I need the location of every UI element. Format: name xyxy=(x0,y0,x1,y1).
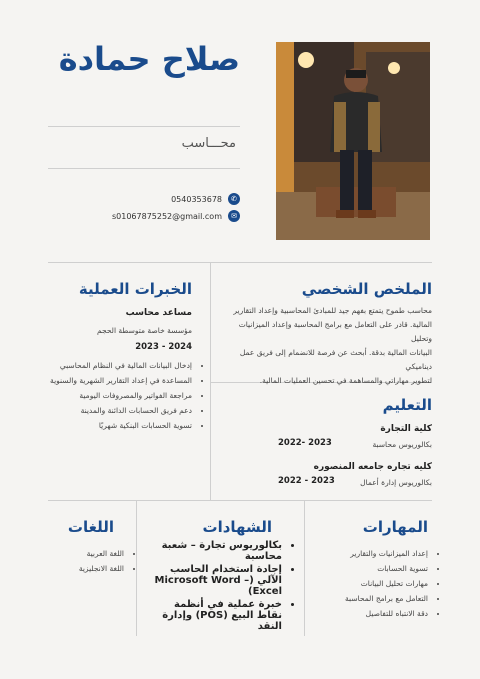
grid-line-col1 xyxy=(136,500,137,636)
candidate-name: صلاح حمادة xyxy=(58,40,240,78)
summary-line: محاسب طموح يتمتع بفهم جيد للمبادئ المحاسبية وإعداد التقارير xyxy=(233,306,432,315)
experience-heading: الخبرات العملية xyxy=(78,280,192,298)
education-entry xyxy=(230,438,432,452)
list-item: • إدخال البيانات المالية في النظام المحاسبي xyxy=(50,358,192,373)
grid-line-bottom xyxy=(48,500,432,501)
certificates-list xyxy=(146,540,294,632)
list-item: • مهارات تحليل البيانات xyxy=(316,576,428,591)
summary-line: البيانات المالية بدقة. أبحث عن فرصة للانضمام إلى فريق عمل ديناميكي xyxy=(239,348,432,371)
certificates-heading: الشهادات xyxy=(202,518,272,536)
list-item: • إعداد الميزانيات والتقارير xyxy=(316,546,428,561)
list-item: • اللغة العربية xyxy=(54,546,124,561)
summary-line: المالية. قادر على التعامل مع برامج المحاسبة وإعداد الميزانيات وتحليل xyxy=(238,320,432,343)
grid-line-col2 xyxy=(304,500,305,636)
email-address: s01067875252@gmail.com xyxy=(111,211,222,221)
list-item: • تسوية الحسابات xyxy=(316,561,428,576)
title-divider xyxy=(48,168,240,169)
company-name: مؤسسة خاصة متوسطة الحجم xyxy=(96,326,192,335)
experience-list xyxy=(50,358,204,433)
skills-heading: المهارات xyxy=(362,518,428,536)
list-item: • إجادة استخدام الحاسب الآلي (Microsoft Word – Excel) xyxy=(146,564,282,597)
education-heading: التعليم xyxy=(382,396,432,414)
email-row xyxy=(60,209,240,223)
profile-photo xyxy=(276,42,430,240)
list-item: • دعم فريق الحسابات الدائنة والمدينة xyxy=(50,403,192,418)
skills-list xyxy=(316,546,440,621)
phone-number: 0540353678 xyxy=(171,194,222,204)
languages-heading: اللغات xyxy=(67,518,114,536)
grid-line-mid-vertical xyxy=(210,262,211,500)
name-divider xyxy=(48,126,240,127)
degree: بكالوريوس محاسبة xyxy=(372,440,432,449)
languages-list xyxy=(54,546,136,576)
job-period: 2024 - 2023 xyxy=(135,342,192,352)
list-item: • دقة الانتباه للتفاصيل xyxy=(316,606,428,621)
summary-text xyxy=(226,304,432,388)
list-item: • مراجعة الفواتير والمصروفات اليومية xyxy=(50,388,192,403)
job-position: مساعد محاسب xyxy=(125,308,192,318)
education-years: 2023 - 2022 xyxy=(278,476,335,486)
school-name: كليه تجاره جامعه المنصوره xyxy=(313,462,432,472)
phone-icon: ✆ xyxy=(228,193,240,205)
summary-heading: الملخص الشخصي xyxy=(301,280,432,298)
phone-row xyxy=(60,192,240,206)
summary-line: لتطوير مهاراتي والمساهمة في تحسين العمليات المالية. xyxy=(259,376,432,385)
list-item: • بكالوريوس تجارة – شعبة محاسبة xyxy=(146,540,282,562)
education-entry xyxy=(230,476,432,490)
list-item: • المساعدة في إعداد التقارير الشهرية والسنوية xyxy=(50,373,192,388)
list-item: • اللغة الانجليزية xyxy=(54,561,124,576)
job-title: محـــاسب xyxy=(181,136,236,151)
degree: بكالوريوس إدارة أعمال xyxy=(360,478,432,487)
list-item: • التعامل مع برامج المحاسبة xyxy=(316,591,428,606)
grid-line-top xyxy=(48,262,432,263)
email-icon: ✉ xyxy=(228,210,240,222)
list-item: • خبرة عملية في أنظمة نقاط البيع (POS) وإدارة النقد xyxy=(146,599,282,632)
school-name: كلية التجارة xyxy=(380,424,432,434)
list-item: • تسوية الحسابات البنكية شهريًا xyxy=(50,418,192,433)
education-years: 2023 -2022 xyxy=(278,438,332,448)
